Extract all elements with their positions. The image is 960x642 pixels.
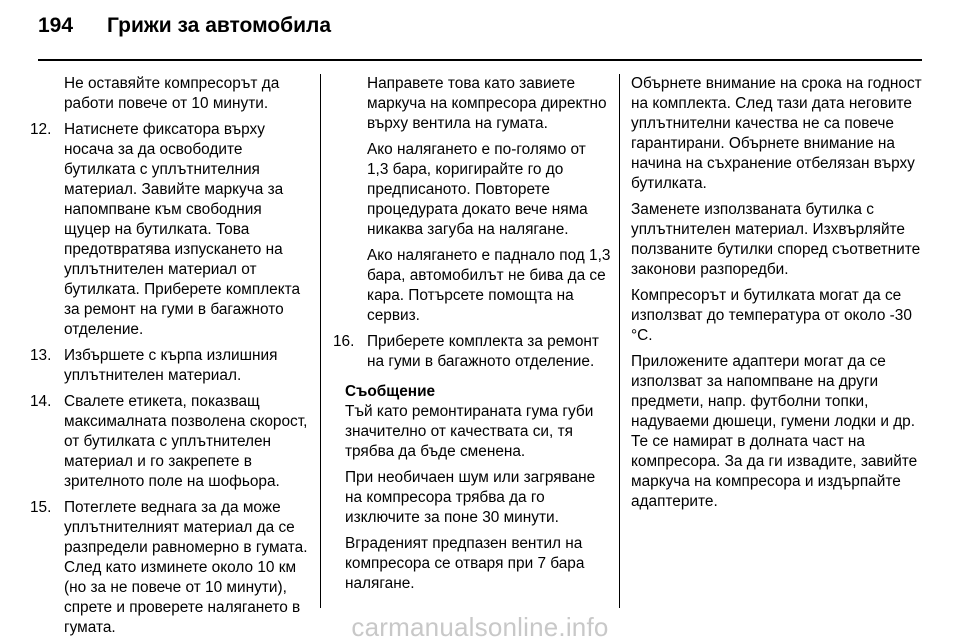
column-3 bbox=[631, 74, 929, 518]
paragraph: Обърнете внимание на срока на годност на комплекта. След тази дата неговите уплътнителни качества не са повече гарантирани. Обърнете внимание на начина на съхранение отбелязан върху бутилката. bbox=[631, 75, 922, 192]
item-text: Свалете етикета, показващ максималната позволена скорост, от бутилката с уплътнителен материал и го закрепете в зрителното поле на шофьора. bbox=[64, 393, 308, 490]
list-item-14 bbox=[30, 392, 312, 492]
list-item-16 bbox=[333, 332, 611, 372]
paragraph: Приложените адаптери могат да се използват за напомпване на други предмети, напр. футболни топки, надуваеми дюшеци, гумени лодки и др. Те се намират в долната част на компресора. За да ги извадите, завийте маркуча на компресора и издърпайте адаптерите. bbox=[631, 353, 918, 510]
list-item-13 bbox=[30, 346, 312, 386]
item-number: 13. bbox=[30, 347, 52, 364]
item-text: Приберете комплекта за ремонт на гуми в багажното отделение. bbox=[367, 333, 599, 370]
continuation-paragraph: Ако налягането е по-голямо от 1,3 бара, коригирайте го до предписаното. Повторете процедурата докато вече няма никаква загуба на налягане. bbox=[367, 141, 588, 238]
item-number: 14. bbox=[30, 393, 52, 410]
column-1 bbox=[30, 74, 312, 642]
note-paragraph: Вградeният предпазен вентил на компресора се отваря при 7 бара налягане. bbox=[345, 535, 585, 592]
column-divider-2 bbox=[619, 74, 620, 608]
list-item-12 bbox=[30, 120, 312, 340]
continuation-paragraph: Направете това като завиете маркуча на компресора директно върху вентила на гумата. bbox=[367, 75, 607, 132]
item-text: Избършете с кърпа излишния уплътнителен материал. bbox=[64, 347, 278, 384]
header-divider bbox=[38, 59, 922, 61]
continuation-paragraph: Ако налягането е паднало под 1,3 бара, автомобилът не бива да се кара. Потърсете помощта на сервиз. bbox=[367, 247, 611, 324]
note-paragraph: Тъй като ремонтираната гума губи значително от качествата си, тя трябва да бъде сменена. bbox=[345, 403, 594, 460]
page-header bbox=[38, 14, 331, 38]
page-title: Грижи за автомобила bbox=[107, 14, 332, 37]
item-text: Натиснете фиксатора върху носача за да освободите бутилката с уплътнителния материал. Завийте маркуча за напомпване към свободния щуцер на бутилката. Това предотвратява изпускането на уплътнителен материал от бутилката. Приберете комплекта за ремонт на гуми в багажното отделение. bbox=[64, 121, 301, 338]
intro-paragraph: Не оставяйте компресорът да работи повече от 10 минути. bbox=[64, 75, 280, 112]
watermark: carmanualsonline.info bbox=[351, 612, 609, 642]
item-number: 16. bbox=[333, 333, 355, 350]
note-paragraph: При необичаен шум или загряване на компресора трябва да го изключите за поне 30 минути. bbox=[345, 469, 596, 526]
note-heading: Съобщение bbox=[345, 383, 436, 400]
item-number: 15. bbox=[30, 499, 52, 516]
item-text: Потеглете веднага за да може уплътнителният материал да се разпредели равномерно в гумата. След като изминете около 10 км (но за не повече от 10 минути), спрете и проверете налягането в гумата. bbox=[64, 499, 308, 636]
page-number: 194 bbox=[38, 14, 74, 37]
item-number: 12. bbox=[30, 121, 52, 138]
paragraph: Компресорът и бутилката могат да се използват до температура от около -30 °C. bbox=[631, 287, 912, 344]
column-2 bbox=[333, 74, 611, 600]
column-divider-1 bbox=[320, 74, 321, 608]
paragraph: Заменете използваната бутилка с уплътнителен материал. Изхвърляйте ползваните бутилки според съответните законови разпоредби. bbox=[631, 201, 921, 278]
